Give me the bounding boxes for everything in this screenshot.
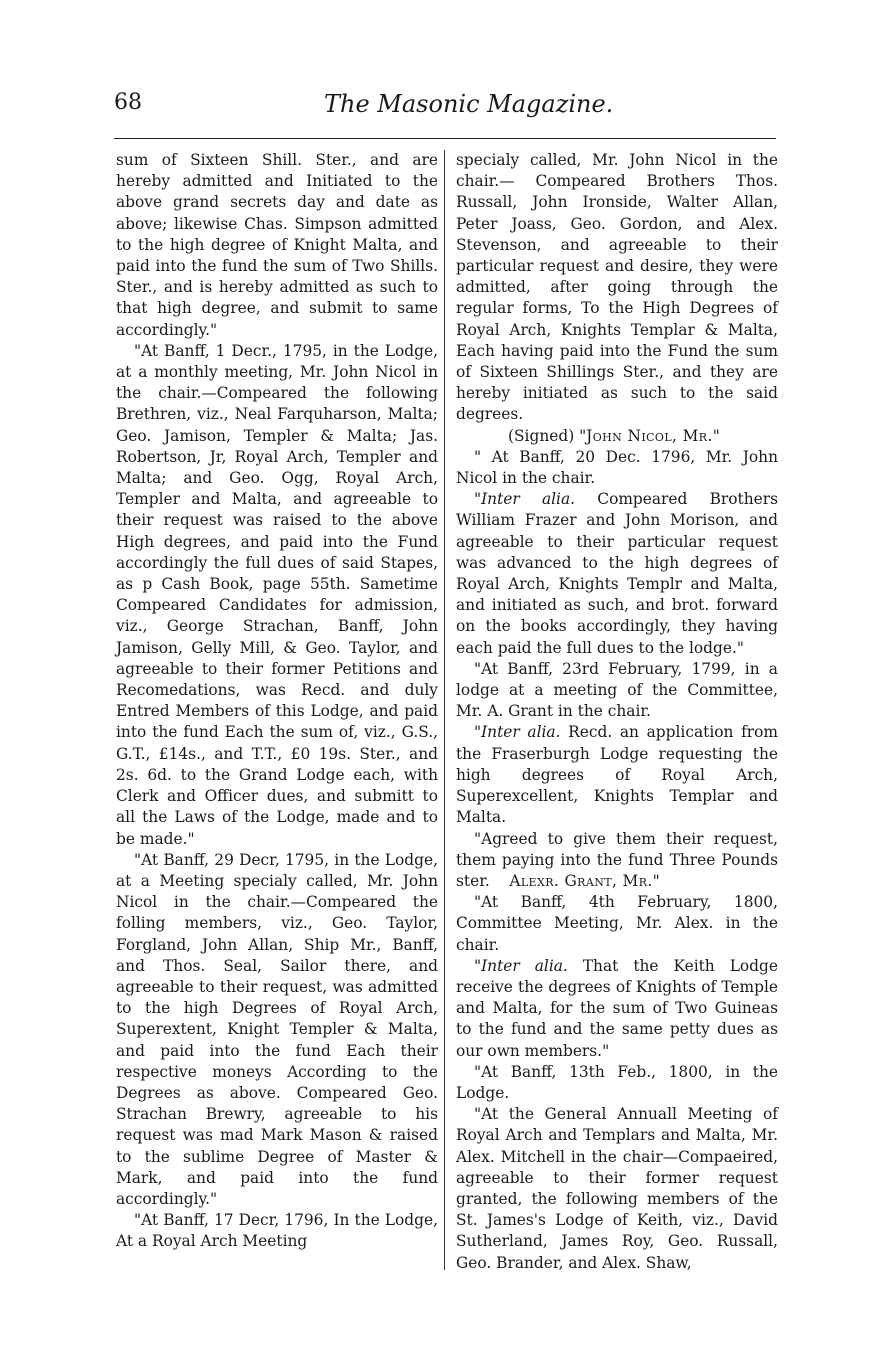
paragraph: "At Banff, 1 Decr., 1795, in the Lodge, at a monthly meeting, Mr. John Nicol in the chair.—Compeared the following Brethren, viz., Neal Farquharson, Malta; Geo. Jamison, Templer & Malta; Jas. Robertson, Jr, Royal Arch, Templer and Malta; and Geo. Ogg, Royal Arch, Templer and Malta, and agreeable to their request was raised to the above High degrees, and paid into the Fund accordingly the full dues of said Stapes, as p Cash Book, page 55th. Sametime Compeared Candidates for admission, viz., George Strachan, Banff, John Jamison, Gelly Mill, & Geo. Taylor, and agreeable to their former Petitions and Recomedations, was Recd. and duly Entred Members of this Lodge, and paid into the fund Each the sum of, viz., G.S., G.T., £14s., and T.T., £0 19s. Ster., and 2s. 6d. to the Grand Lodge each, with Clerk and Officer dues, and submitt to all the Laws of the Lodge, made and to be made.": [116, 341, 438, 848]
paragraph: [456, 956, 778, 1062]
paragraph: [456, 829, 778, 893]
paragraph: specialy called, Mr. John Nicol in the chair.— Compeared Brothers Thos. Russall, John Ironside, Walter Allan, Peter Joass, Geo. Gordon, and Alex. Stevenson, and agreeable to their particular request and desire, they were admitted, after going through the regular forms, To the High Degrees of Royal Arch, Knights Templar & Malta, Each having paid into the Fund the sum of Sixteen Shillings Ster., and they are hereby initiated as such to the said degrees.: [456, 151, 778, 424]
paragraph: "At Banff, 17 Decr, 1796, In the Lodge, At a Royal Arch Meeting: [116, 1211, 438, 1251]
paragraph: "At Banff, 13th Feb., 1800, in the Lodge.: [456, 1062, 778, 1102]
signature-line: [456, 426, 778, 447]
open-quote: ": [474, 956, 482, 975]
page-number: 68: [114, 90, 142, 115]
paragraph-text: Recd. an application from the Fraserburgh Lodge requesting the high degrees of Royal Arch, Superexcellent, Knights Templar and Malta.: [456, 723, 779, 827]
italic-phrase: Inter alia.: [481, 723, 561, 742]
right-column: [456, 150, 778, 1274]
italic-phrase: Inter alia.: [481, 956, 568, 975]
signed-prefix: (Signed) ": [508, 426, 587, 445]
running-title: The Masonic Magazine.: [324, 90, 614, 118]
italic-phrase: Inter alia.: [481, 490, 576, 509]
paragraph-text: That the Keith Lodge receive the degrees of Knights of Temple and Malta, for the sum of Two Guineas to the fund and the same petty dues as our own members.": [456, 956, 778, 1060]
paragraph: "At Banff, 23rd February, 1799, in a lodge at a meeting of the Committee, Mr. A. Grant in the chair.: [456, 659, 778, 721]
paragraph-text: "Agreed to give them their request, them paying into the fund Three Pounds ster.: [456, 829, 778, 890]
paragraph: "At the General Annuall Meeting of Royal Arch and Templars and Malta, Mr. Alex. Mitchell in the chair—Compaeired, agreeable to their former request granted, the following members of the St. James's Lodge of Keith, viz., David Sutherland, James Roy, Geo. Russall, Geo. Brander, and Alex. Shaw,: [456, 1105, 778, 1272]
signature-name: Alexr. Grant, Mr.": [509, 871, 661, 890]
left-column: [116, 150, 438, 1253]
paragraph: sum of Sixteen Shill. Ster., and are hereby admitted and Initiated to the above grand secrets day and date as above; likewise Chas. Simpson admitted to the high degree of Knight Malta, and paid into the fund the sum of Two Shills. Ster., and is hereby admitted as such to that high degree, and submit to same accordingly.": [116, 151, 438, 339]
page-header: [114, 90, 774, 130]
paragraph: "At Banff, 29 Decr, 1795, in the Lodge, at a Meeting specialy called, Mr. John Nicol in the chair.—Compeared the folling members, viz., Geo. Taylor, Forgland, John Allan, Ship Mr., Banff, and Thos. Seal, Sailor there, and agreeable to their request, was admitted to the high Degrees of Royal Arch, Superextent, Knight Templer & Malta, and paid into the fund Each their respective moneys According to the Degrees as above. Compeared Geo. Strachan Brewry, agreeable to his request was mad Mark Mason & raised to the sublime Degree of Master & Mark, and paid into the fund accordingly.": [116, 850, 438, 1208]
open-quote: ": [474, 490, 482, 509]
paragraph: [456, 722, 778, 828]
paragraph: [456, 489, 778, 659]
paragraph-text: Compeared Brothers William Frazer and John Morison, and agreeable to their particular request was advanced to the high degrees of Royal Arch, Knights Templr and Malta, and initiated as such, and brot. forward on the books accordingly, they having each paid the full dues to the lodge.": [456, 490, 778, 657]
signature-name: John Nicol, Mr.": [586, 426, 721, 445]
open-quote: ": [474, 723, 482, 742]
paragraph: " At Banff, 20 Dec. 1796, Mr. John Nicol in the chair.: [456, 447, 778, 488]
paragraph: "At Banff, 4th February, 1800, Committee Meeting, Mr. Alex. in the chair.: [456, 893, 778, 954]
header-rule: [114, 138, 776, 139]
column-divider: [444, 150, 445, 1270]
